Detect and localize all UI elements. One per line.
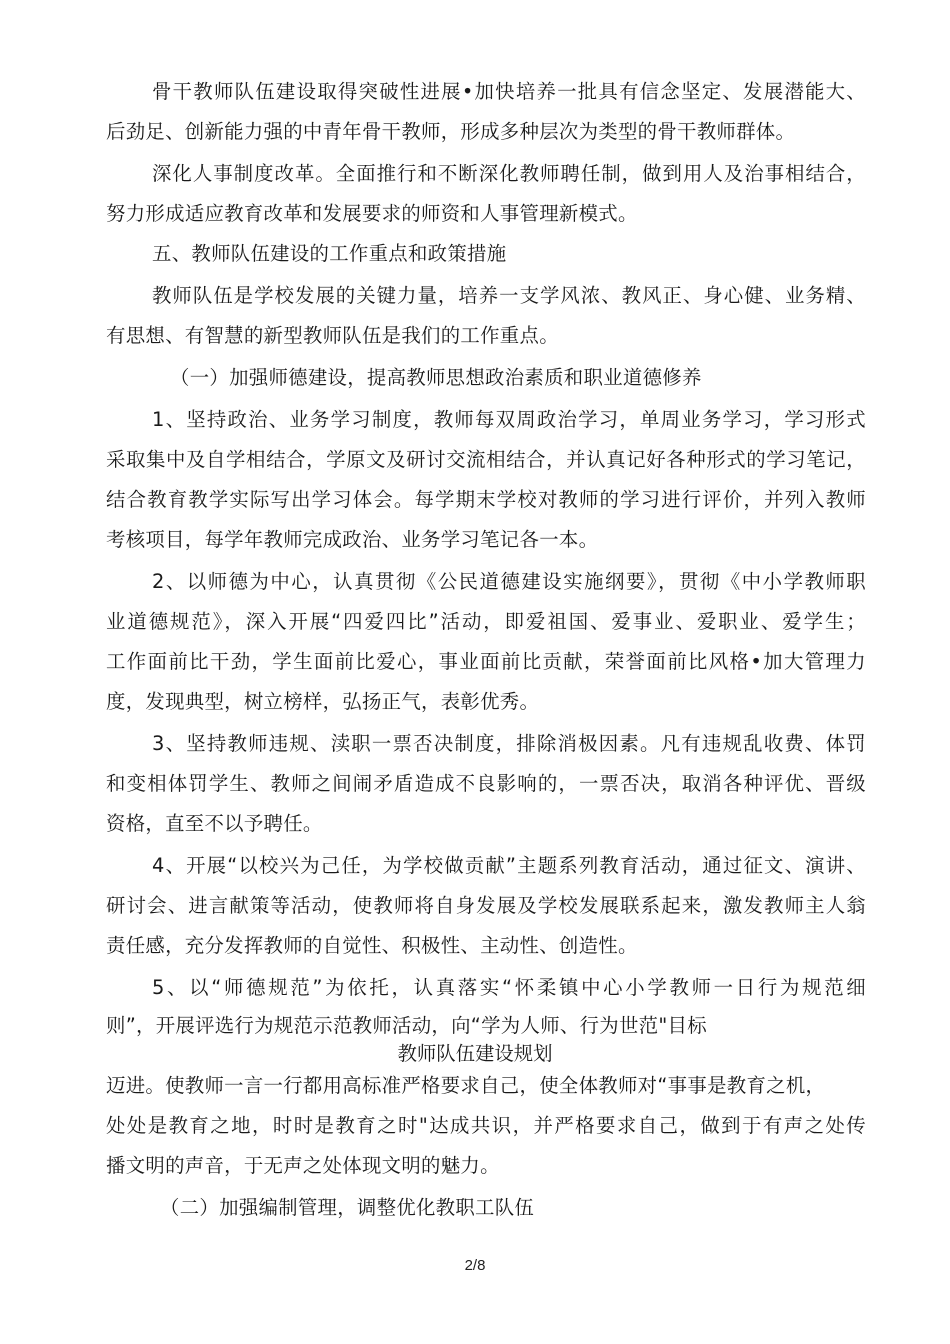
paragraph-line: 资格，直至不以予聘任。	[106, 812, 323, 835]
paragraph-line: 深化人事制度改革。全面推行和不断深化教师聘任制，做到用人及治事相结合，	[152, 162, 866, 185]
paragraph-line: 则”，开展评选行为规范示范教师活动，向“学为人师、行为世范"目标	[106, 1014, 707, 1037]
paragraph-line: 3、坚持教师违规、渎职一票否决制度，排除消极因素。凡有违规乱收费、体罚	[152, 732, 866, 755]
paragraph-line: 结合教育教学实际写出学习体会。每学期末学校对教师的学习进行评价，并列入教师	[106, 488, 866, 511]
paragraph-line: 采取集中及自学相结合，学原文及研讨交流相结合，并认真记好各种形式的学习笔记，	[106, 448, 866, 471]
page-number: 2/8	[464, 1257, 486, 1274]
paragraph-line: 努力形成适应教育改革和发展要求的师资和人事管理新模式。	[106, 202, 638, 225]
paragraph-line: 业道德规范》，深入开展“四爱四比”活动，即爱祖国、爱事业、爱职业、爱学生；	[106, 610, 866, 633]
paragraph-line: 1、坚持政治、业务学习制度，教师每双周政治学习，单周业务学习，学习形式	[152, 408, 866, 431]
paragraph-line: 处处是教育之地，时时是教育之时"达成共识，并严格要求自己，做到于有声之处传	[106, 1114, 866, 1137]
paragraph-line: 迈进。使教师一言一行都用高标准严格要求自己，使全体教师对“事事是教育之机，	[106, 1074, 826, 1097]
subsection-heading: （一）加强师德建设，提高教师思想政治素质和职业道德修养	[170, 366, 702, 389]
paragraph-line: 度，发现典型，树立榜样，弘扬正气，表彰优秀。	[106, 690, 540, 713]
paragraph-line: 后劲足、创新能力强的中青年骨干教师，形成多种层次为类型的骨干教师群体。	[106, 120, 796, 143]
paragraph-line: 责任感，充分发挥教师的自觉性、积极性、主动性、创造性。	[106, 934, 638, 957]
paragraph-line: 5、以“师德规范”为依托，认真落实“怀柔镇中心小学教师一日行为规范细	[152, 976, 866, 999]
running-title: 教师队伍建设规划	[397, 1042, 553, 1065]
paragraph-line: 考核项目，每学年教师完成政治、业务学习笔记各一本。	[106, 528, 599, 551]
paragraph-line: 和变相体罚学生、教师之间闹矛盾造成不良影响的，一票否决，取消各种评优、晋级	[106, 772, 866, 795]
paragraph-line: 骨干教师队伍建设取得突破性进展•加快培养一批具有信念坚定、发展潜能大、	[152, 80, 866, 103]
paragraph-line: 教师队伍是学校发展的关键力量，培养一支学风浓、教风正、身心健、业务精、	[152, 284, 866, 307]
paragraph-line: 研讨会、进言献策等活动，使教师将自身发展及学校发展联系起来，激发教师主人翁	[106, 894, 866, 917]
paragraph-line: 2、以师德为中心，认真贯彻《公民道德建设实施纲要》，贯彻《中小学教师职	[152, 570, 866, 593]
paragraph-line: 4、开展“以校兴为己任，为学校做贡献”主题系列教育活动，通过征文、演讲、	[152, 854, 866, 877]
paragraph-line: 播文明的声音，于无声之处体现文明的魅力。	[106, 1154, 500, 1177]
paragraph-line: 工作面前比干劲，学生面前比爱心，事业面前比贡献，荣誉面前比风格•加大管理力	[106, 650, 866, 673]
paragraph-line: 有思想、有智慧的新型教师队伍是我们的工作重点。	[106, 324, 559, 347]
section-heading: 五、教师队伍建设的工作重点和政策措施	[152, 242, 507, 265]
subsection-heading: （二）加强编制管理，调整优化教职工队伍	[160, 1196, 535, 1219]
